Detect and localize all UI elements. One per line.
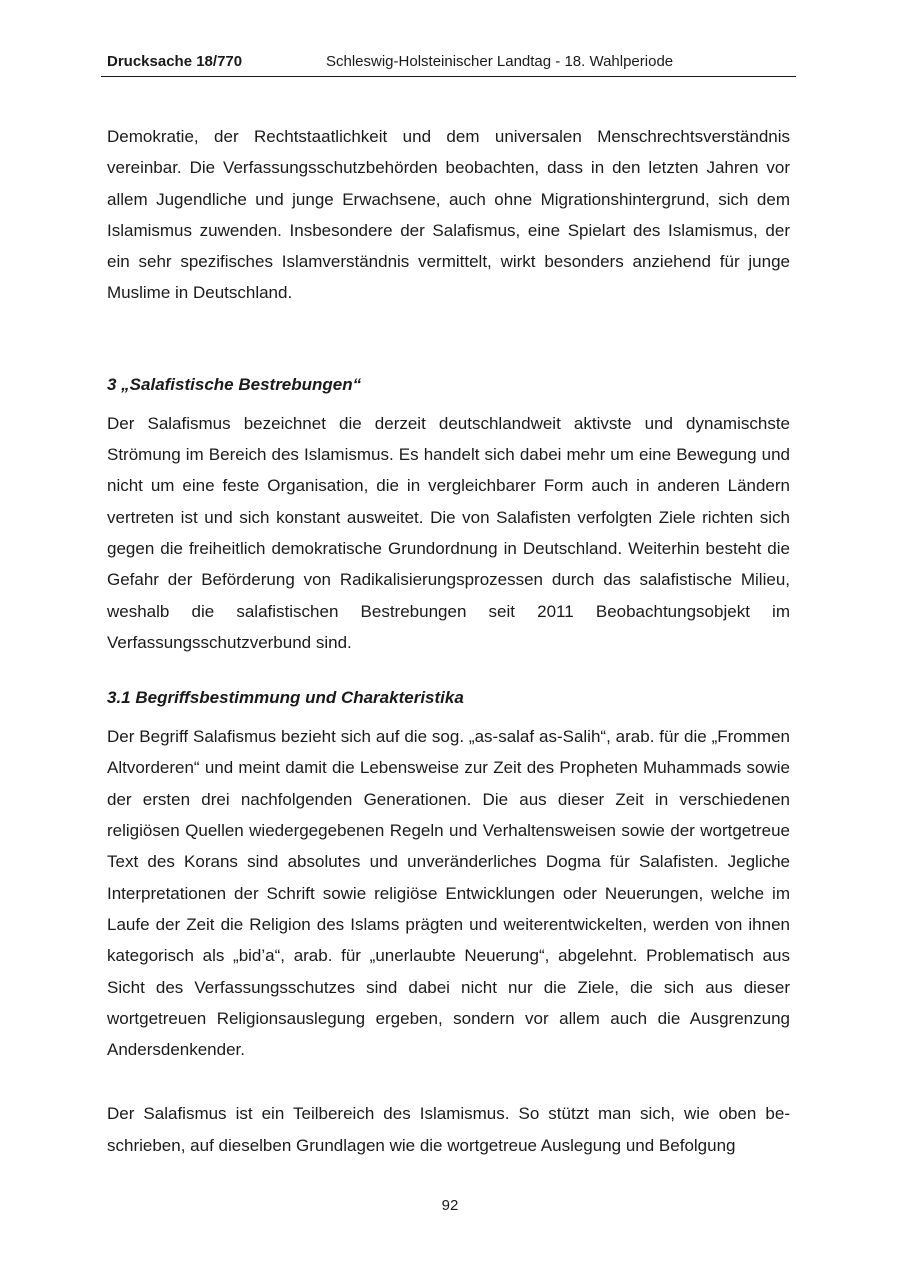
document-number: Drucksache 18/770 [107,53,243,70]
parliament-title: Schleswig-Holsteinischer Landtag - 18. Wahlperiode [326,53,674,70]
paragraph-intro: Demokratie, der Rechtstaatlichkeit und dem universalen Menschrechtsverständnis vereinbar. Die Verfassungsschutzbehörden beobachten, dass in den letzten Jahren vor allem Jugendliche und junge Erwachsene, auch ohne Migrationshintergrund, sich dem Islamismus zuwenden. Insbesondere der Salafismus, eine Spielart des Islamismus, der ein sehr spezifisches Islamverständnis vermittelt, wirkt besonders anziehend für junge Muslime in Deutschland. [107,127,790,303]
paragraph-subfield: Der Salafismus ist ein Teilbereich des Islamismus. So stützt man sich, wie oben beschrieben, auf dieselben Grundlagen wie die wortgetreue Auslegung und Befolgung [107,1104,790,1155]
section-heading-3-1: 3.1 Begriffsbestimmung und Charakteristika [107,688,464,708]
section-heading-3: 3 „Salafistische Bestrebungen“ [107,374,362,394]
paragraph-definition: Der Begriff Salafismus bezieht sich auf die sog. „as-salaf as-Salih“, arab. für die „Frommen Altvorderen“ und meint damit die Lebensweise zur Zeit des Propheten Muhammads sowie der ersten drei nachfolgenden Generationen. Die aus dieser Zeit in verschiedenen religiösen Quellen wiedergegebenen Regeln und Verhaltensweisen sowie der wortgetreue Text des Korans sind absolutes und unveränderliches Dogma für Salafisten. Jegliche Interpretationen der Schrift sowie religiöse Entwicklungen oder Neuerungen, welche im Laufe der Zeit die Religion des Islams prägten und weiterentwickelten, werden von ihnen kategorisch als „bid’a“, arab. für „unerlaubte Neuerung“, abgelehnt. Problematisch aus Sicht des Verfassungsschutzes sind dabei nicht nur die Ziele, die sich aus dieser wortgetreuen Religionsauslegung ergeben, sondern vor allem auch die Ausgrenzung Andersdenkender. [107,727,790,1060]
document-body [107,121,790,1161]
page-number: 92 [441,1197,459,1214]
paragraph-salafism-overview: Der Salafismus bezeichnet die derzeit deutschlandweit aktivste und dynamischste Strömung im Bereich des Islamismus. Es handelt sich dabei mehr um eine Bewegung und nicht um eine feste Organisation, die in vergleichbarer Form auch in anderen Ländern vertreten ist und sich konstant ausweitet. Die von Salafisten verfolgten Ziele richten sich gegen die freiheitlich demokratische Grundordnung in Deutschland. Weiterhin besteht die Gefahr der Beförderung von Radikalisierungsprozessen durch das salafistische Milieu, weshalb die salafistischen Bestrebungen seit 2011 Beobachtungsobjekt im Verfassungsschutzverbund sind. [107,413,790,652]
page-header [101,52,796,77]
